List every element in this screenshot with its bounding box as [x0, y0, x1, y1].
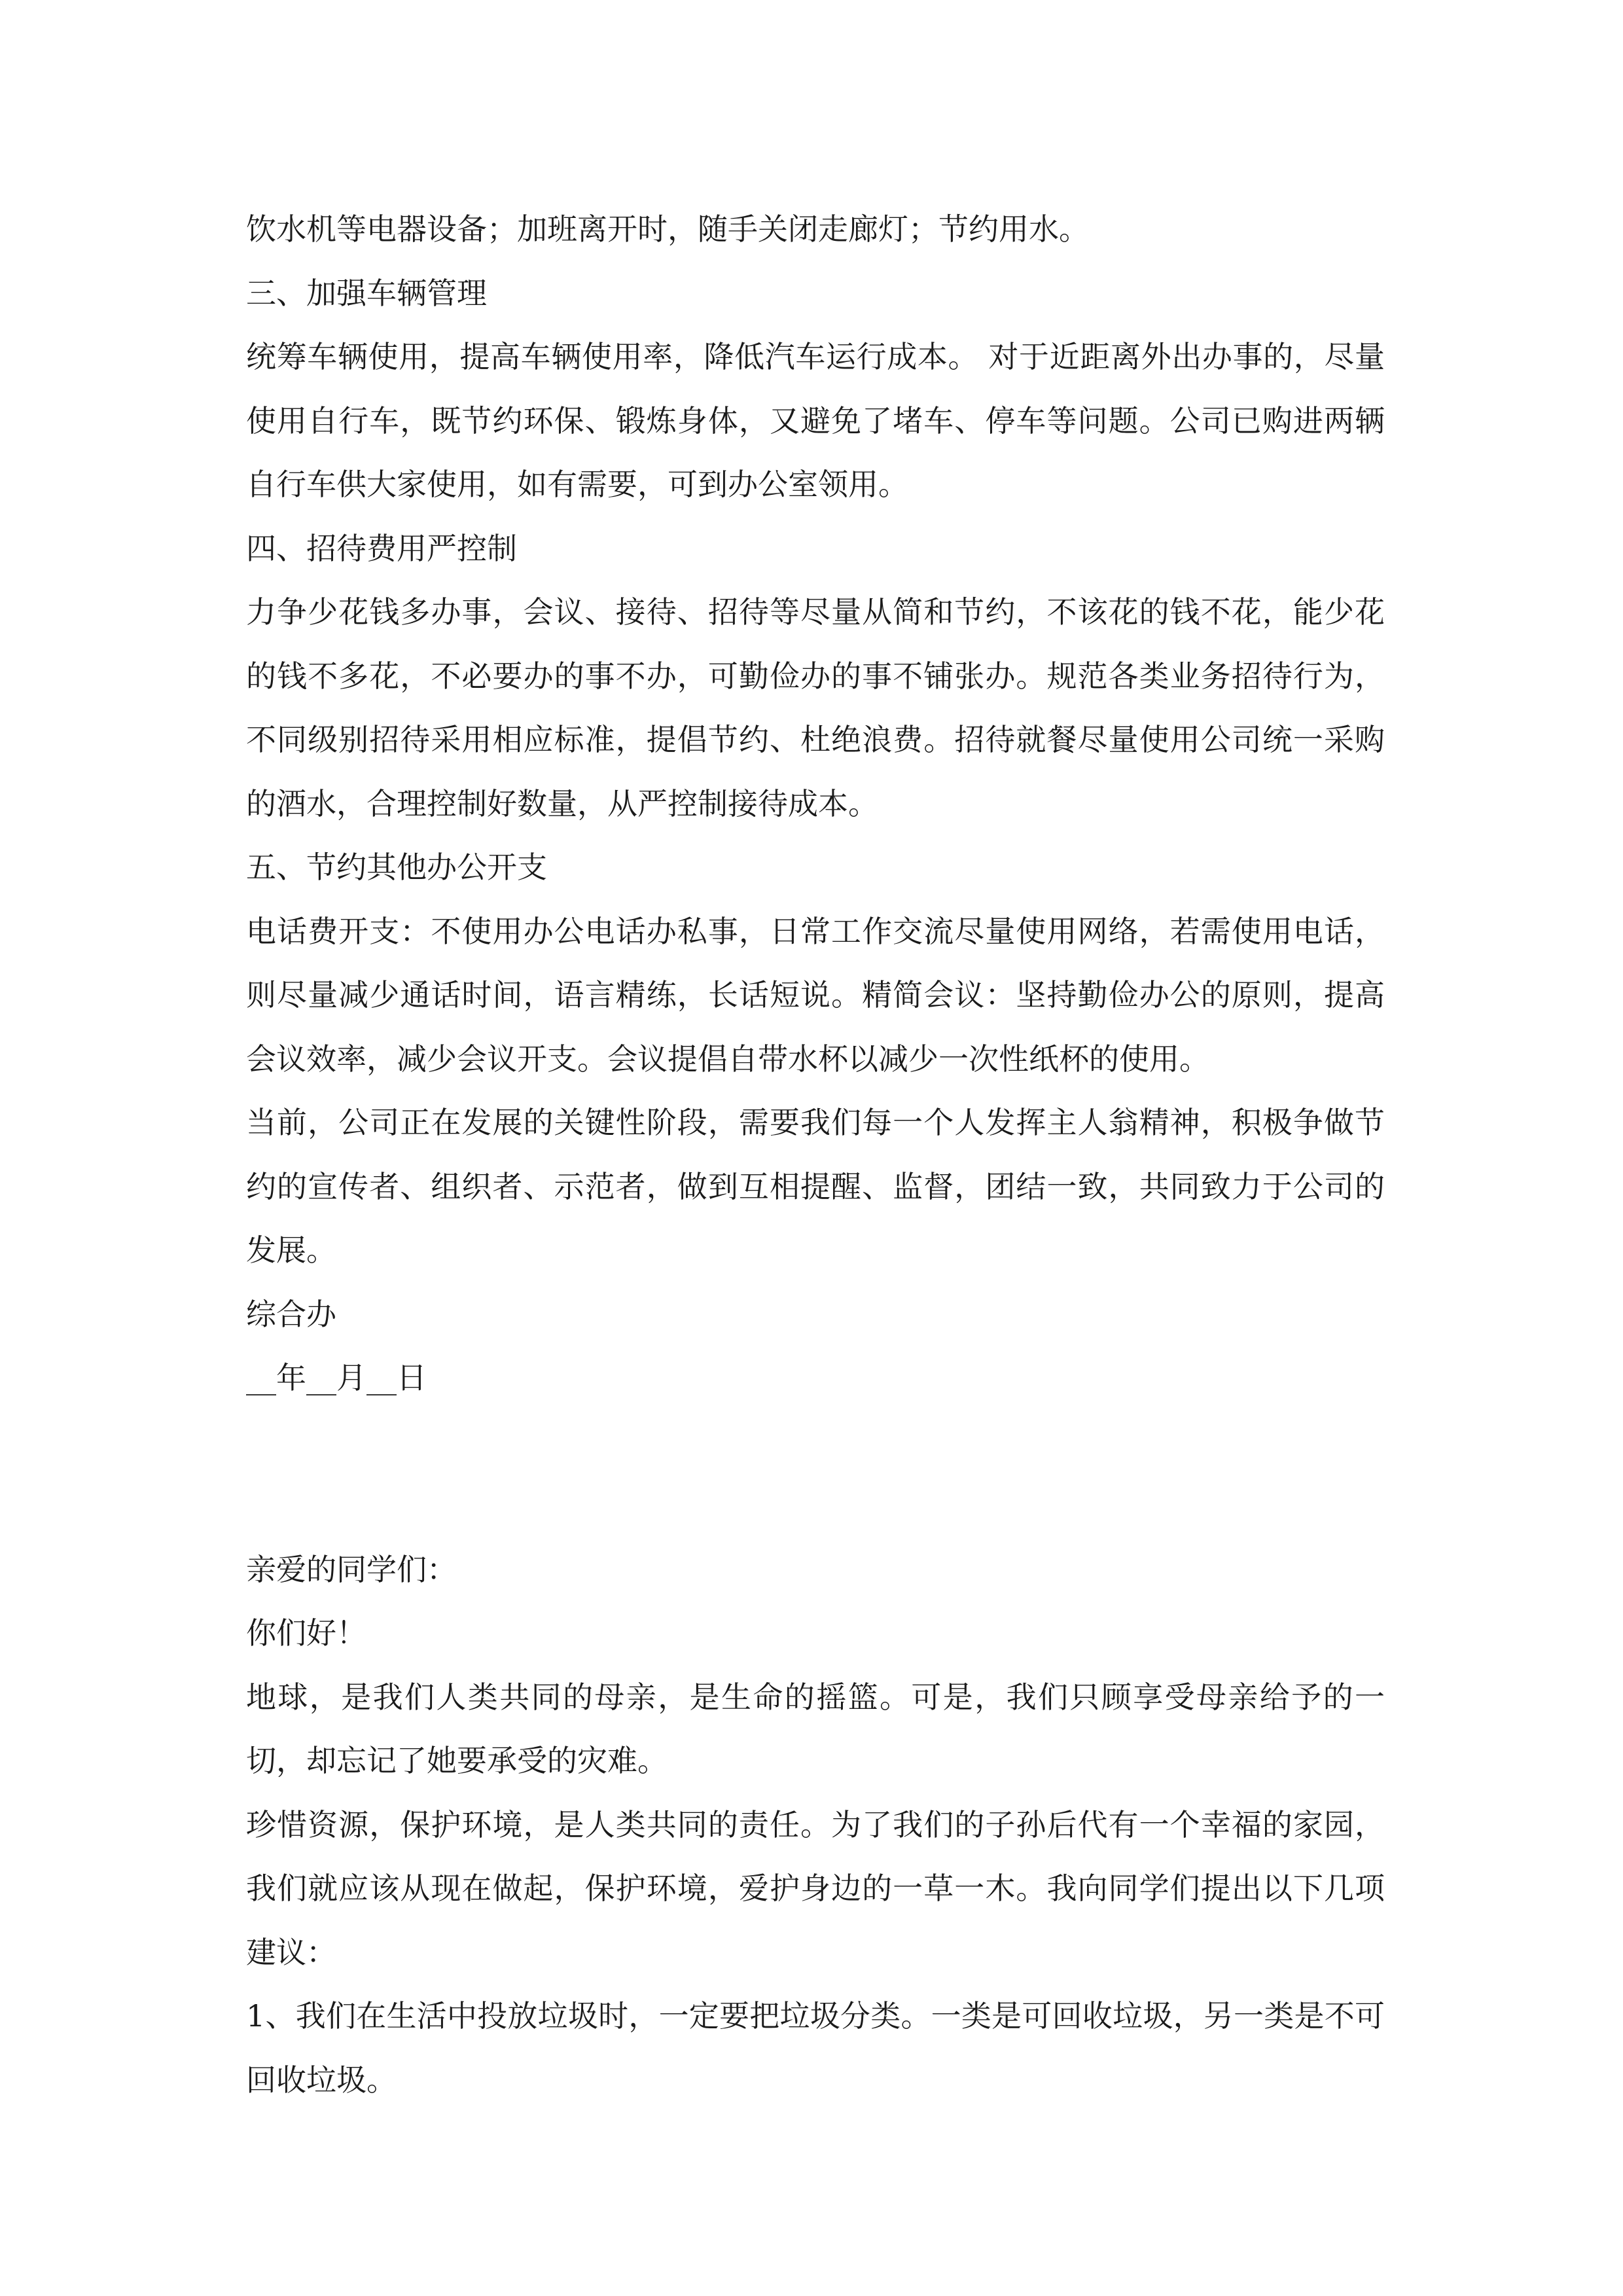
heading-hospitality-costs: 四、招待费用严控制 — [246, 530, 517, 566]
paragraph-vehicle-management: 统筹车辆使用，提高车辆使用率，降低汽车运行成本。 对于近距离外出办事的，尽量使用自行车，既节约环保、锻炼身体，又避免了堵车、停车等问题。公司已购进两辆自行车供大家使用，如有需要，可到办公室领用。 — [246, 339, 1385, 502]
heading-other-expenses: 五、节约其他办公开支 — [246, 850, 547, 885]
document-body — [246, 198, 1385, 2112]
paragraph-resources: 珍惜资源，保护环境，是人类共同的责任。为了我们的子孙后代有一个幸福的家园，我们就应该从现在做起，保护环境，爱护身边的一草一木。我向同学们提出以下几项建议： — [246, 1806, 1385, 1970]
paragraph-closing: 当前，公司正在发展的关键性阶段，需要我们每一个人发挥主人翁精神，积极争做节约的宣传者、组织者、示范者，做到互相提醒、监督，团结一致，共同致力于公司的发展。 — [246, 1105, 1385, 1268]
paragraph-earth: 地球，是我们人类共同的母亲，是生命的摇篮。可是，我们只顾享受母亲给予的一切，却忘记了她要承受的灾难。 — [246, 1679, 1385, 1778]
date-line: __年__月__日 — [246, 1360, 427, 1395]
section-gap — [246, 1410, 1385, 1538]
paragraph-hospitality-costs: 力争少花钱多办事，会议、接待、招待等尽量从简和节约，不该花的钱不花，能少花的钱不多花，不必要办的事不办，可勤俭办的事不铺张办。规范各类业务招待行为，不同级别招待采用相应标准，提倡节约、杜绝浪费。招待就餐尽量使用公司统一采购的酒水，合理控制好数量，从严控制接待成本。 — [246, 594, 1385, 821]
signature: 综合办 — [246, 1296, 336, 1332]
greeting: 你们好！ — [246, 1615, 366, 1651]
list-item-garbage-sorting: 1、我们在生活中投放垃圾时，一定要把垃圾分类。一类是可回收垃圾，另一类是不可回收垃圾。 — [246, 1998, 1385, 2098]
paragraph-other-expenses: 电话费开支：不使用办公电话办私事，日常工作交流尽量使用网络，若需使用电话，则尽量减少通话时间，语言精练，长话短说。精简会议：坚持勤俭办公的原则，提高会议效率，减少会议开支。会议提倡自带水杯以减少一次性纸杯的使用。 — [246, 913, 1385, 1077]
paragraph-intro: 饮水机等电器设备；加班离开时，随手关闭走廊灯；节约用水。 — [246, 211, 1089, 247]
salutation: 亲爱的同学们： — [246, 1551, 457, 1587]
heading-vehicle-management: 三、加强车辆管理 — [246, 275, 487, 311]
